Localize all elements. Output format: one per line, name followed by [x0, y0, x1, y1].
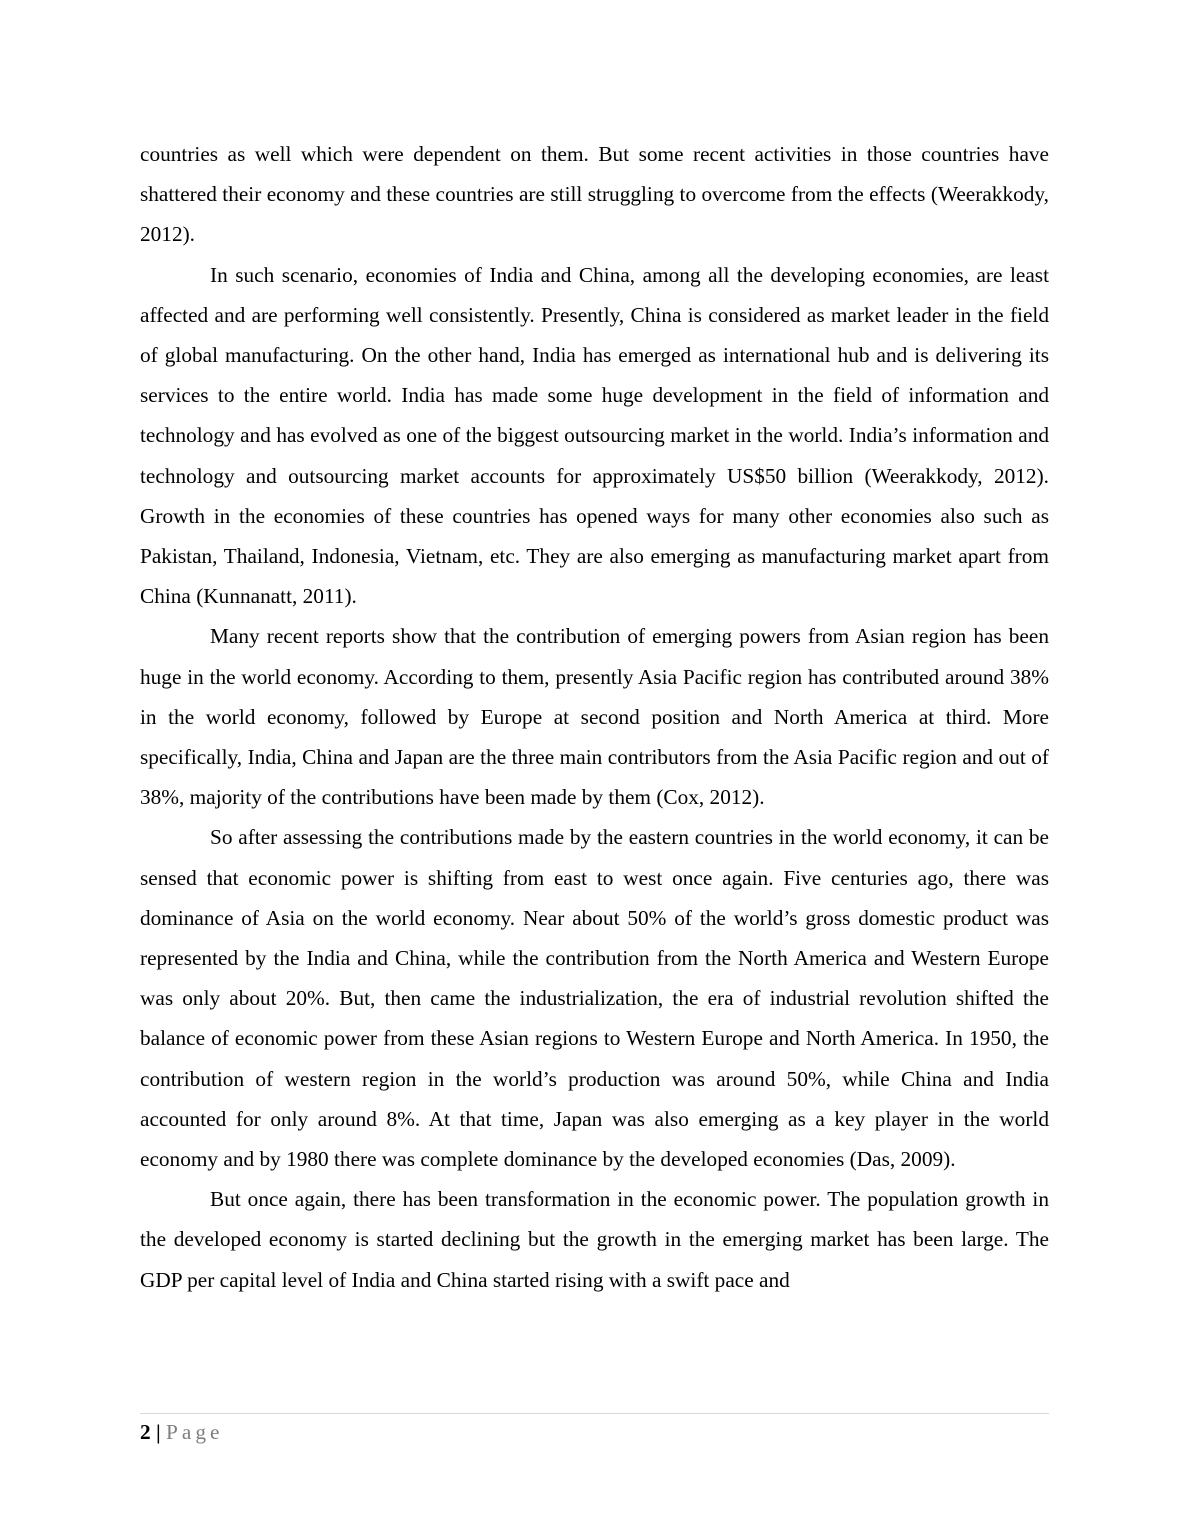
paragraph-asian-contribution: Many recent reports show that the contribution of emerging powers from Asian region has been huge in the world economy. According to them, presently Asia Pacific region has contributed around 38% in the world economy, followed by Europe at second position and North America at third. More specifically, India, China and Japan are the three main contributors from the Asia Pacific region and out of 38%, majority of the contributions have been made by them (Cox, 2012). [140, 624, 1049, 810]
paragraph-continuation: countries as well which were dependent on them. But some recent activities in those countries have shattered their economy and these countries are still struggling to overcome from the effects (Weerakkody, 2012). [140, 142, 1049, 247]
page-number: 2 [140, 1420, 151, 1444]
paragraph-india-china: In such scenario, economies of India and China, among all the developing economies, are least affected and are performing well consistently. Presently, China is considered as market leader in the field of global manufacturing. On the other hand, India has emerged as international hub and is delivering its services to the entire world. India has made some huge development in the field of information and technology and has evolved as one of the biggest outsourcing market in the world. India’s information and technology and outsourcing market accounts for approximately US$50 billion (Weerakkody, 2012). Growth in the economies of these countries has opened ways for many other economies also such as Pakistan, Thailand, Indonesia, Vietnam, etc. They are also emerging as manufacturing market apart from China (Kunnanatt, 2011). [140, 262, 1049, 609]
document-body [140, 134, 1049, 1300]
page-footer [140, 1413, 1049, 1446]
footer-separator: | [155, 1420, 161, 1444]
paragraph-power-shift: So after assessing the contributions made by the eastern countries in the world economy, it can be sensed that economic power is shifting from east to west once again. Five centuries ago, there was dominance of Asia on the world economy. Near about 50% of the world’s gross domestic product was represented by the India and China, while the contribution from the North America and Western Europe was only about 20%. But, then came the industrialization, the era of industrial revolution shifted the balance of economic power from these Asian regions to Western Europe and North America. In 1950, the contribution of western region in the world’s production was around 50%, while China and India accounted for only around 8%. At that time, Japan was also emerging as a key player in the world economy and by 1980 there was complete dominance by the developed economies (Das, 2009). [140, 825, 1049, 1172]
paragraph-transformation: But once again, there has been transformation in the economic power. The population growth in the developed economy is started declining but the growth in the emerging market has been large. The GDP per capital level of India and China started rising with a swift pace and [140, 1187, 1049, 1292]
page-label: Page [166, 1420, 224, 1444]
